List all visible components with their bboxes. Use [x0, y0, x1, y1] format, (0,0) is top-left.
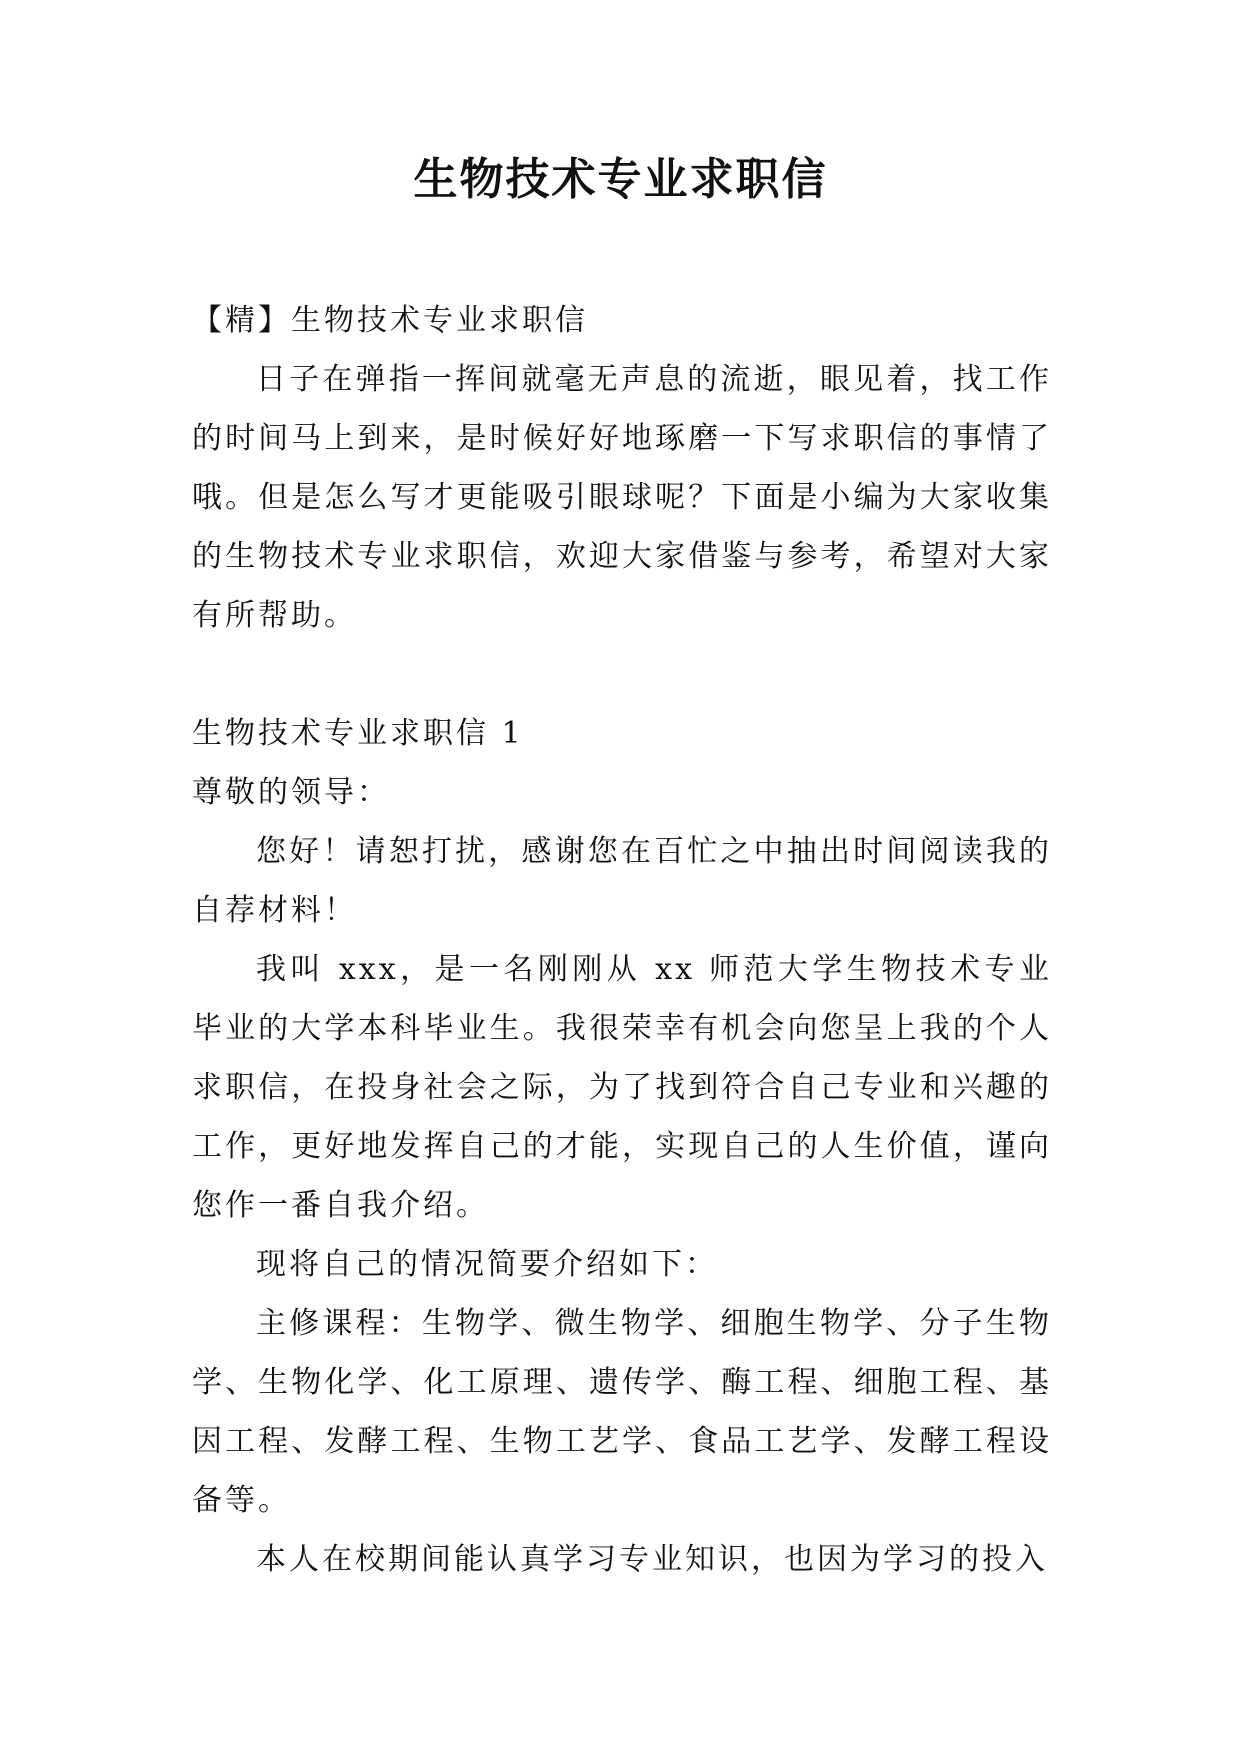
salutation: 尊敬的领导： [192, 775, 390, 810]
letter-heading: 生物技术专业求职信 1 [192, 716, 524, 751]
courses-paragraph: 主修课程：生物学、微生物学、细胞生物学、分子生物学、生物化学、化工原理、遗传学、酶工程、细胞工程、基因工程、发酵工程、生物工艺学、食品工艺学、发酵工程设备等。 [192, 1306, 1052, 1518]
document-subtitle: 【精】生物技术专业求职信 [192, 303, 588, 338]
summary-lead-paragraph: 现将自己的情况简要介绍如下： [256, 1247, 718, 1282]
document-body [192, 291, 1052, 1589]
self-intro-paragraph: 我叫 xxx，是一名刚刚从 xx 师范大学生物技术专业毕业的大学本科毕业生。我很荣幸有机会向您呈上我的个人求职信，在投身社会之际，为了找到符合自己专业和兴趣的工作，更好地发挥自己的才能，实现自己的人生价值，谨向您作一番自我介绍。 [192, 952, 1052, 1223]
paragraph-spacer [192, 645, 1052, 704]
document-title: 生物技术专业求职信 [413, 154, 828, 205]
greeting-paragraph: 您好！请恕打扰，感谢您在百忙之中抽出时间阅读我的自荐材料！ [192, 834, 1052, 928]
study-paragraph: 本人在校期间能认真学习专业知识，也因为学习的投入 [256, 1542, 1048, 1577]
intro-paragraph: 日子在弹指一挥间就毫无声息的流逝，眼见着，找工作的时间马上到来，是时候好好地琢磨一下写求职信的事情了哦。但是怎么写才更能吸引眼球呢？下面是小编为大家收集的生物技术专业求职信，欢迎大家借鉴与参考，希望对大家有所帮助。 [192, 362, 1052, 633]
